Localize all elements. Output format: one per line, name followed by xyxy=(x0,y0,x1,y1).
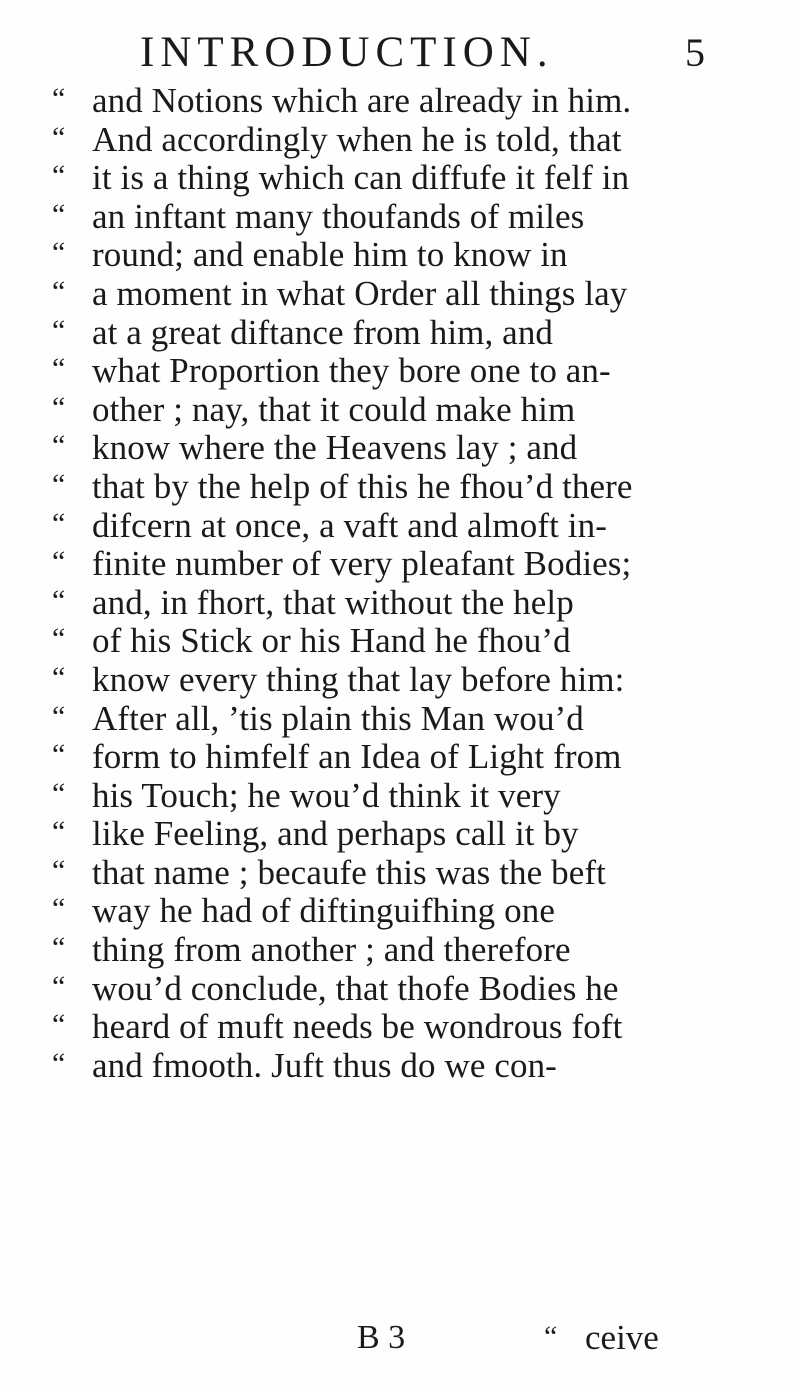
line-text: his Touch; he wou’d think it very xyxy=(92,775,561,815)
line-text: and Notions which are already in him. xyxy=(92,81,632,120)
quote-mark: “ xyxy=(52,1046,66,1080)
line-text: wou’d conclude, that thofe Bodies he xyxy=(92,968,619,1008)
quote-mark: “ xyxy=(52,390,66,424)
quote-mark: “ xyxy=(52,352,66,386)
quote-mark: “ xyxy=(52,699,66,733)
line-text: like Feeling, and perhaps call it by xyxy=(92,814,579,854)
line-text: and, in fhort, that without the help xyxy=(92,582,574,622)
quote-mark: “ xyxy=(52,776,66,810)
text-line xyxy=(52,236,772,275)
quote-mark: “ xyxy=(52,120,66,154)
line-text: at a great diftance from him, and xyxy=(92,312,554,352)
text-line xyxy=(52,622,772,661)
text-line xyxy=(52,661,772,700)
quote-mark: “ xyxy=(52,467,66,501)
text-line xyxy=(52,584,772,623)
text-line xyxy=(52,159,772,198)
line-text: it is a thing which can diffufe it felf in xyxy=(92,158,630,198)
text-line xyxy=(52,507,772,546)
line-text: difcern at once, a vaft and almoft in- xyxy=(92,505,607,545)
line-text: form to himfelf an Idea of Light from xyxy=(92,737,622,777)
line-text: After all, ’tis plain this Man wou’d xyxy=(92,698,584,738)
line-text: a moment in what Order all things lay xyxy=(92,273,628,313)
text-line xyxy=(52,198,772,237)
text-line xyxy=(52,1008,772,1047)
quote-mark: “ xyxy=(52,583,66,617)
quote-mark: “ xyxy=(52,197,66,231)
quote-mark: “ xyxy=(52,274,66,308)
text-line xyxy=(52,815,772,854)
line-text: heard of muft needs be wondrous foft xyxy=(92,1007,623,1047)
line-text: And accordingly when he is told, that xyxy=(92,119,622,159)
quote-mark: “ xyxy=(52,429,66,463)
quote-mark: “ xyxy=(52,82,66,115)
quote-mark: “ xyxy=(52,159,66,193)
text-line xyxy=(52,391,772,430)
line-text: know where the Heavens lay ; and xyxy=(92,428,578,468)
text-line xyxy=(52,738,772,777)
text-line xyxy=(52,468,772,507)
line-text: an inftant many thoufands of miles xyxy=(92,196,585,236)
line-text: other ; nay, that it could make him xyxy=(92,389,576,429)
text-line xyxy=(52,429,772,468)
text-line xyxy=(52,931,772,970)
line-text: finite number of very pleafant Bodies; xyxy=(92,544,632,584)
text-line xyxy=(52,700,772,739)
line-text: way he had of diftinguifhing one xyxy=(92,891,555,931)
text-line xyxy=(52,892,772,931)
quote-mark: “ xyxy=(52,738,66,772)
text-line xyxy=(52,1047,772,1086)
quote-mark: “ xyxy=(52,815,66,849)
quote-mark: “ xyxy=(52,622,66,656)
page-header xyxy=(140,28,740,78)
quote-mark: “ xyxy=(52,545,66,579)
line-text: that name ; becaufe this was the beft xyxy=(92,852,606,892)
signature-mark: B 3 xyxy=(357,1319,406,1356)
line-text: thing from another ; and therefore xyxy=(92,930,571,970)
catchword: ceive xyxy=(585,1318,659,1357)
text-line xyxy=(52,121,772,160)
quote-mark: “ xyxy=(52,853,66,887)
text-line xyxy=(52,352,772,391)
catchword-quote-mark: “ xyxy=(544,1320,558,1353)
text-line xyxy=(52,314,772,353)
text-line xyxy=(52,82,772,121)
quote-mark: “ xyxy=(52,660,66,694)
text-line xyxy=(52,777,772,816)
quote-mark: “ xyxy=(52,969,66,1003)
body-text xyxy=(52,82,772,1085)
line-text: that by the help of this he fhou’d there xyxy=(92,466,633,506)
line-text: what Proportion they bore one to an- xyxy=(92,351,611,391)
quote-mark: “ xyxy=(52,931,66,965)
line-text: of his Stick or his Hand he fhou’d xyxy=(92,621,571,661)
line-text: and fmooth. Juft thus do we con- xyxy=(92,1045,557,1085)
page-footer xyxy=(0,1318,800,1362)
quote-mark: “ xyxy=(52,506,66,540)
quote-mark: “ xyxy=(52,892,66,926)
quote-mark: “ xyxy=(52,313,66,347)
text-line xyxy=(52,545,772,584)
page-number: 5 xyxy=(685,30,705,75)
running-title: INTRODUCTION. xyxy=(140,29,554,76)
text-line xyxy=(52,275,772,314)
quote-mark: “ xyxy=(52,1008,66,1042)
text-line xyxy=(52,970,772,1009)
line-text: know every thing that lay before him: xyxy=(92,659,625,699)
quote-mark: “ xyxy=(52,236,66,270)
line-text: round; and enable him to know in xyxy=(92,235,568,275)
text-line xyxy=(52,854,772,893)
